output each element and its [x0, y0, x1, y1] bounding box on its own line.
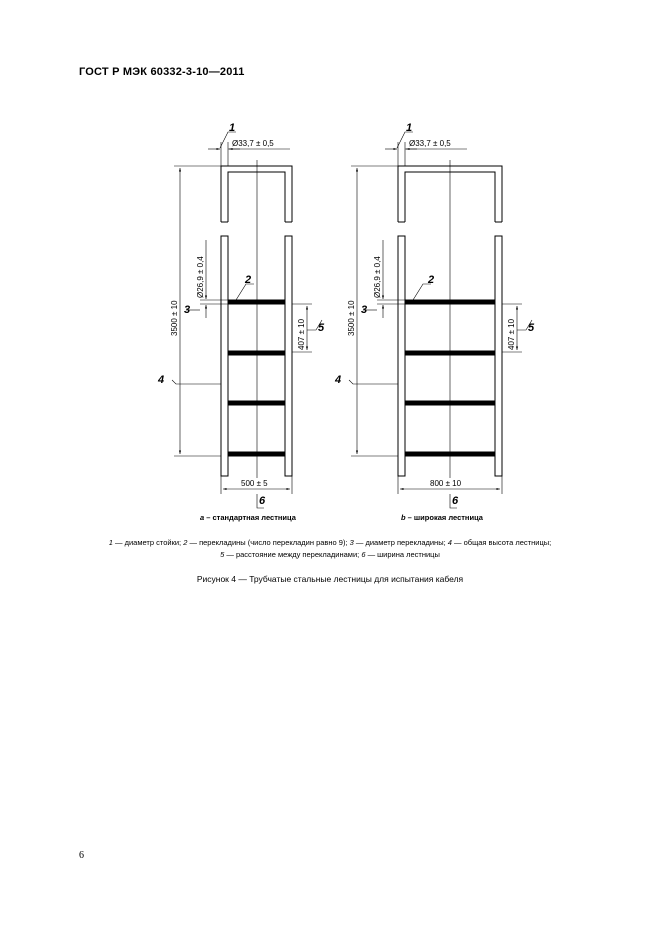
post-diameter-label: Ø33,7 ± 0,5: [232, 139, 274, 148]
callout-4: 4: [158, 374, 165, 386]
ladder-a-labels: [157, 122, 325, 522]
ladder-b-rung: [405, 351, 495, 355]
callout-1: 1: [229, 122, 236, 134]
ladder-b-right-post: [495, 236, 502, 476]
ladder-a-left-post: [221, 236, 228, 476]
callout-5: 5: [318, 322, 325, 334]
width-label: 500 ± 5: [241, 479, 268, 488]
callout-6: 6: [452, 495, 459, 507]
ladder-a-rung: [228, 351, 285, 355]
figure-legend: [40, 537, 620, 561]
callout-3: 3: [361, 304, 368, 316]
height-label: 3500 ± 10: [170, 300, 179, 336]
page-number: 6: [79, 850, 84, 861]
ladder-b-rung: [405, 452, 495, 456]
subfigure-a-caption: a – стандартная лестница: [200, 513, 296, 522]
figure-caption: Рисунок 4 — Трубчатые стальные лестницы для испытания кабеля: [196, 574, 464, 584]
width-label: 800 ± 10: [430, 479, 462, 488]
spacing-label: 407 ± 10: [297, 318, 306, 350]
callout-4: 4: [335, 374, 342, 386]
ladder-a-right-post: [285, 236, 292, 476]
ladder-b-rung: [405, 300, 495, 304]
ladder-b: [349, 132, 532, 508]
callout-5: 5: [528, 322, 535, 334]
ladder-a-rung: [228, 401, 285, 405]
callout-1: 1: [406, 122, 413, 134]
ladder-a-rung: [228, 300, 285, 304]
ladder-a-top-frame: [221, 166, 292, 222]
height-label: 3500 ± 10: [347, 300, 356, 336]
callout-2: 2: [428, 274, 435, 286]
callout-2: 2: [245, 274, 252, 286]
subfigure-b-caption: b – широкая лестница: [401, 513, 483, 522]
ladder-a-rung: [228, 452, 285, 456]
ladder-b-rung: [405, 401, 495, 405]
document-header: ГОСТ Р МЭК 60332-3-10—2011: [79, 66, 245, 78]
ladder-b-left-post: [398, 236, 405, 476]
ladder-b-labels: [334, 122, 535, 522]
spacing-label: 407 ± 10: [507, 318, 516, 350]
rung-diameter-label: Ø26,9 ± 0,4: [196, 256, 205, 298]
rung-diameter-label: Ø26,9 ± 0,4: [373, 256, 382, 298]
legend-line-1: 1 — диаметр стойки; 2 — перекладины (число перекладин равно 9); 3 — диаметр перекладины; 4 — общая высота лестницы;: [108, 538, 552, 547]
post-diameter-label: Ø33,7 ± 0,5: [409, 139, 451, 148]
legend-line-2: 5 — расстояние между перекладинами; 6 — ширина лестницы: [220, 550, 440, 559]
callout-3: 3: [184, 304, 191, 316]
callout-6: 6: [259, 495, 266, 507]
